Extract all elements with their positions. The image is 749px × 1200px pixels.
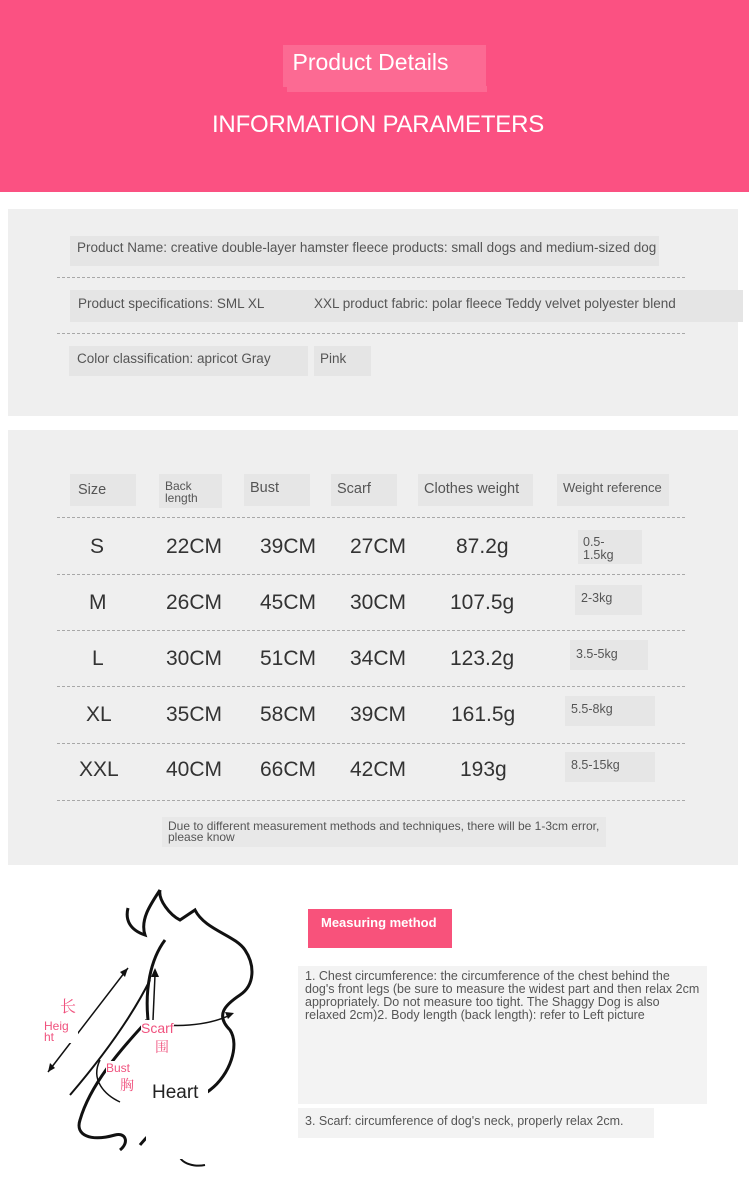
header-weight-reference (557, 474, 669, 506)
color-option-pink-text: Pink (320, 351, 347, 366)
table-cell-ref-text: 5.5-8kg (571, 702, 613, 716)
header-bust-text: Bust (250, 480, 280, 496)
measurement-note (162, 817, 606, 847)
divider (57, 743, 685, 744)
table-cell-weight: 123.2g (450, 647, 515, 670)
svg-text:长: 长 (60, 997, 77, 1016)
header-clothes-weight-text: Clothes weight (424, 481, 520, 497)
header-back-length-text: Back length (165, 479, 198, 505)
measuring-method-button[interactable] (308, 909, 452, 948)
table-cell-back: 22CM (166, 535, 223, 558)
table-cell-bust: 58CM (260, 703, 317, 726)
diagram-label-heart: Heart (152, 1082, 199, 1103)
divider (57, 574, 685, 575)
table-cell-scarf: 42CM (350, 758, 407, 781)
header-scarf (331, 474, 397, 506)
divider (57, 686, 685, 687)
table-cell-scarf: 27CM (350, 535, 407, 558)
diagram-label-scarf: Scarf (141, 1020, 174, 1036)
table-cell-ref-text: 3.5-5kg (576, 647, 618, 661)
table-cell-bust: 66CM (260, 758, 317, 781)
table-cell-ref-text: 8.5-15kg (571, 758, 620, 772)
header-title-strip (287, 86, 487, 92)
header-scarf-text: Scarf (337, 481, 371, 497)
table-cell-size: XXL (79, 758, 119, 781)
diagram-label-bust: Bust (106, 1061, 131, 1075)
table-cell-bust: 45CM (260, 591, 317, 614)
divider (57, 333, 685, 334)
table-cell-bust: 51CM (260, 647, 317, 670)
table-cell-weight: 87.2g (456, 535, 509, 558)
header-size-text: Size (78, 482, 107, 498)
table-cell-ref (565, 696, 655, 726)
table-cell-back: 26CM (166, 591, 223, 614)
header-banner (0, 0, 749, 192)
table-cell-back: 35CM (166, 703, 223, 726)
measuring-method-label: Measuring method (321, 915, 437, 930)
table-cell-weight: 161.5g (451, 703, 516, 726)
table-cell-size: S (90, 535, 105, 558)
table-cell-scarf: 34CM (350, 647, 407, 670)
header-clothes-weight (418, 474, 533, 506)
table-cell-weight: 193g (460, 758, 507, 781)
table-cell-scarf: 30CM (350, 591, 407, 614)
table-cell-size: M (89, 591, 107, 614)
table-cell-ref (565, 752, 655, 782)
color-option-pink (314, 346, 371, 376)
product-spec-right: XXL product fabric: polar fleece Teddy velvet polyester blend (314, 296, 676, 311)
scarf-instructions (298, 1108, 654, 1138)
table-cell-scarf: 39CM (350, 703, 407, 726)
diagram-label-height: Heig ht (44, 1021, 78, 1043)
table-cell-ref (575, 585, 642, 615)
divider (57, 630, 685, 631)
scarf-instructions-text: 3. Scarf: circumference of dog's neck, properly relax 2cm. (305, 1114, 624, 1128)
color-classification-text: Color classification: apricot Gray (77, 351, 271, 366)
color-classification-cell (69, 346, 308, 376)
table-cell-ref (578, 530, 642, 564)
table-cell-size: XL (86, 703, 112, 726)
table-cell-bust: 39CM (260, 535, 317, 558)
svg-text:胸: 胸 (120, 1078, 134, 1094)
table-cell-back: 30CM (166, 647, 223, 670)
svg-text:围: 围 (155, 1040, 169, 1056)
divider (57, 800, 685, 801)
page-title: Product Details (292, 49, 449, 75)
divider (57, 277, 685, 278)
product-name-text: Product Name: creative double-layer hamster fleece products: small dogs and medium-sized dog (77, 240, 657, 255)
header-back-length (159, 474, 222, 508)
table-cell-size: L (92, 647, 104, 670)
header-weight-reference-text: Weight reference (563, 480, 662, 495)
measuring-instructions-text: 1. Chest circumference: the circumference of the chest behind the dog's front legs (be sure to measure the widest part and then relax 2cm appropriately. Do not measure too tight. The Shaggy Dog is also relaxed 2cm)2. Body length (back length): refer to Left picture (305, 969, 700, 1022)
product-name-cell (70, 236, 659, 266)
header-size (70, 474, 136, 506)
measurement-note-text: Due to different measurement methods and techniques, there will be 1-3cm error, please know (168, 819, 600, 844)
page-subtitle: INFORMATION PARAMETERS (211, 111, 545, 138)
table-cell-back: 40CM (166, 758, 223, 781)
table-cell-weight: 107.5g (450, 591, 515, 614)
product-spec-left: Product specifications: SML XL (78, 296, 265, 311)
header-bust (244, 474, 310, 506)
measuring-instructions (298, 966, 707, 1104)
table-cell-ref (570, 640, 648, 670)
divider (57, 517, 685, 518)
table-cell-ref-text: 2-3kg (581, 591, 613, 605)
table-cell-ref-text: 0.5-1.5kg (583, 535, 614, 562)
